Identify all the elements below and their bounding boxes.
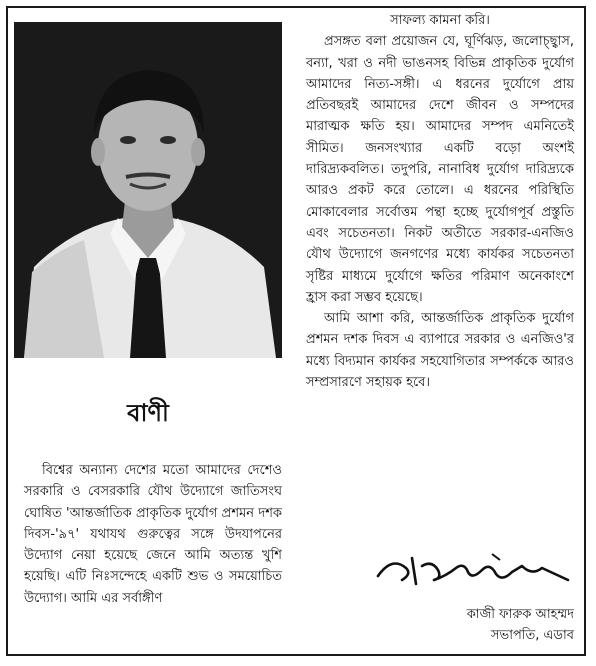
left-paragraph: বিশ্বের অন্যান্য দেশের মতো আমাদের দেশেও সরকারি ও বেসরকারি যৌথ উদ্যোগে জাতিসংঘ ঘোষিত 'আন্তর্জাতিক প্রাকৃতিক দুর্যোগ প্রশমন দশক দিবস-'৯৭' যথাযথ গুরুত্বের সঙ্গে উদযাপনের উদ্যোগ নেয়া হয়েছে জেনে আমি অত্যন্ত খুশি হয়েছি। এটি নিঃসন্দেহে একটি শুভ ও সময়োচিত উদ্যোগ। আমি এর সর্বাঙ্গীণ xyxy=(24,463,282,606)
right-column xyxy=(306,10,574,393)
signer-name: কাজী ফারুক আহম্মদ xyxy=(466,607,574,622)
right-paragraph-2: আমি আশা করি, আন্তর্জাতিক প্রাকৃতিক দুর্যোগ প্রশমন দশক দিবস এ ব্যাপারে সরকার ও এনজিও'র মধ্যে বিদ্যমান কার্যকর সহযোগিতার সম্পর্ককে আরও সম্প্রসারণে সহায়ক হবে। xyxy=(306,311,574,391)
right-intro: সাফল্য কামনা করি। xyxy=(390,13,490,28)
left-column xyxy=(24,460,282,609)
signer-block xyxy=(467,604,574,646)
signer-position: সভাপতি, এডাব xyxy=(490,628,574,643)
page-title: বাণী xyxy=(127,399,169,427)
portrait-photo xyxy=(14,22,282,358)
handwritten-signature xyxy=(372,546,572,590)
right-paragraph-1: প্রসঙ্গত বলা প্রয়োজন যে, ঘূর্ণিঝড়, জলোচ্ছ্বাস, বন্যা, খরা ও নদী ভাঙনসহ বিভিন্ন প্রাকৃতিক দুর্যোগ আমাদের নিত্য-সঙ্গী। এ ধরনের দুর্যোগে প্রায় প্রতিবছরই আমাদের দেশে জীবন ও সম্পদের মারাত্মক ক্ষতি হয়। আমাদের সম্পদ এমনিতেই সীমিত। জনসংখ্যার একটি বড়ো অংশই দারিদ্র্যকবলিত। তদুপরি, নানাবিধ দুর্যোগ দারিদ্র্যকে আরও প্রকট করে তোলে। এ ধরনের পরিস্থিতি মোকাবেলার সর্বোত্তম পন্থা হচ্ছে দুর্যোগপূর্ব প্রস্তুতি এবং সচেতনতা। নিকট অতীতে সরকার-এনজিও যৌথ উদ্যোগে জনগণের মধ্যে কার্যকর সচেতনতা সৃষ্টির মাধ্যমে দুর্যোগে ক্ষতির পরিমাণ অনেকাংশে হ্রাস করা সম্ভব হয়েছে। xyxy=(306,34,574,305)
